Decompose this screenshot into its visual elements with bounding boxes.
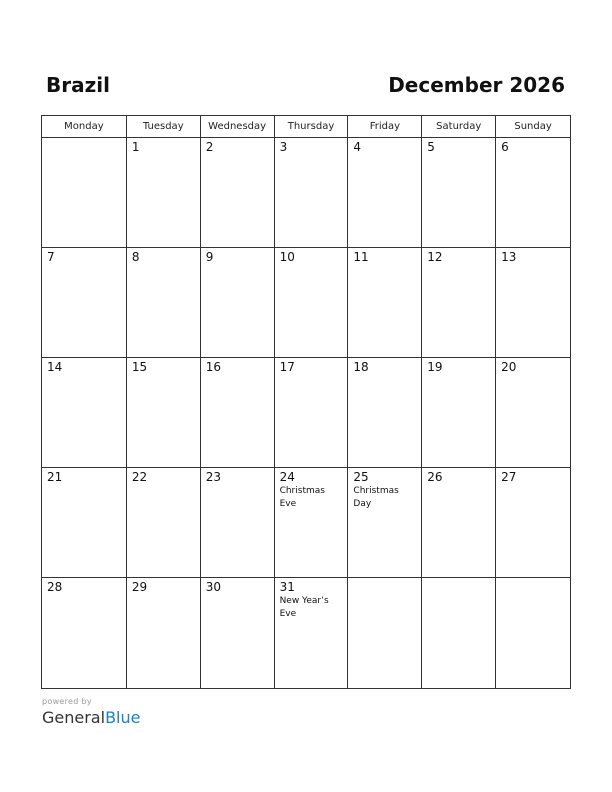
day-number: 10 [279, 250, 295, 264]
day-number: 23 [205, 470, 221, 484]
day-cell [348, 468, 422, 577]
day-number: 1 [131, 140, 140, 154]
weekday-friday: Friday [348, 116, 422, 137]
day-number: 16 [205, 360, 221, 374]
week-row-3 [42, 358, 570, 468]
calendar-grid [41, 115, 571, 689]
month-title: December 2026 [388, 73, 565, 97]
day-number: 28 [47, 580, 63, 594]
day-cell [348, 358, 422, 467]
day-cell [42, 468, 127, 577]
day-cell [275, 248, 349, 357]
day-number: 3 [279, 140, 288, 154]
day-cell [275, 578, 349, 688]
day-number: 8 [131, 250, 140, 264]
day-cell [42, 248, 127, 357]
day-number: 13 [501, 250, 517, 264]
calendar-header [41, 70, 571, 100]
footer-branding [42, 697, 140, 728]
week-row-5 [42, 578, 570, 688]
day-number: 4 [353, 140, 362, 154]
day-number: 5 [427, 140, 435, 154]
day-number: 27 [501, 470, 517, 484]
day-number: 11 [353, 250, 369, 264]
weekday-header-row [42, 116, 570, 138]
day-cell [348, 138, 422, 247]
holiday-label: Christmas Day [353, 486, 399, 509]
day-cell [348, 578, 422, 688]
day-cell [275, 468, 349, 577]
brand-logo [42, 708, 140, 728]
day-cell [201, 578, 275, 688]
day-cell [496, 468, 570, 577]
day-number: 15 [131, 360, 148, 374]
day-number: 25 [353, 470, 369, 484]
day-number: 12 [427, 250, 443, 264]
day-cell [42, 578, 127, 688]
holiday-label: New Year’s Eve [279, 596, 329, 619]
day-number: 2 [205, 140, 214, 154]
weekday-tuesday: Tuesday [127, 116, 201, 137]
powered-by-text: powered by [42, 697, 92, 706]
day-number: 18 [353, 360, 369, 374]
day-cell [422, 468, 496, 577]
weekday-wednesday: Wednesday [201, 116, 275, 137]
day-number: 22 [131, 470, 148, 484]
country-title: Brazil [46, 73, 110, 97]
day-number: 29 [131, 580, 148, 594]
day-cell [127, 468, 201, 577]
day-cell [496, 248, 570, 357]
day-cell [496, 578, 570, 688]
brand-blue: Blue [105, 708, 141, 727]
day-cell [275, 138, 349, 247]
day-number: 6 [501, 140, 509, 154]
day-cell [127, 358, 201, 467]
weeks-container [42, 138, 570, 688]
weekday-monday: Monday [42, 116, 127, 137]
weekday-saturday: Saturday [422, 116, 496, 137]
day-cell [42, 358, 127, 467]
day-cell [201, 358, 275, 467]
day-cell [275, 358, 349, 467]
day-cell [42, 138, 127, 247]
week-row-1 [42, 138, 570, 248]
weekday-thursday: Thursday [275, 116, 349, 137]
day-cell [496, 358, 570, 467]
day-number: 24 [279, 470, 295, 484]
brand-general: General [42, 708, 106, 727]
day-cell [127, 138, 201, 247]
day-cell [496, 138, 570, 247]
day-number: 7 [47, 250, 55, 264]
day-number: 30 [205, 580, 221, 594]
day-cell [422, 248, 496, 357]
day-number: 20 [501, 360, 517, 374]
weekday-sunday: Sunday [514, 121, 552, 132]
day-number: 26 [427, 470, 443, 484]
holiday-label: Christmas Eve [279, 486, 325, 509]
day-number: 17 [279, 360, 295, 374]
day-cell [201, 248, 275, 357]
day-number: 9 [205, 250, 214, 264]
day-cell [201, 468, 275, 577]
day-number: 21 [47, 470, 63, 484]
day-cell [422, 578, 496, 688]
day-cell [422, 358, 496, 467]
day-number: 31 [279, 580, 295, 594]
day-number: 14 [47, 360, 63, 374]
week-row-2 [42, 248, 570, 358]
day-cell [201, 138, 275, 247]
day-cell [127, 248, 201, 357]
day-cell [127, 578, 201, 688]
day-cell [348, 248, 422, 357]
day-cell [422, 138, 496, 247]
day-number: 19 [427, 360, 443, 374]
week-row-4 [42, 468, 570, 578]
